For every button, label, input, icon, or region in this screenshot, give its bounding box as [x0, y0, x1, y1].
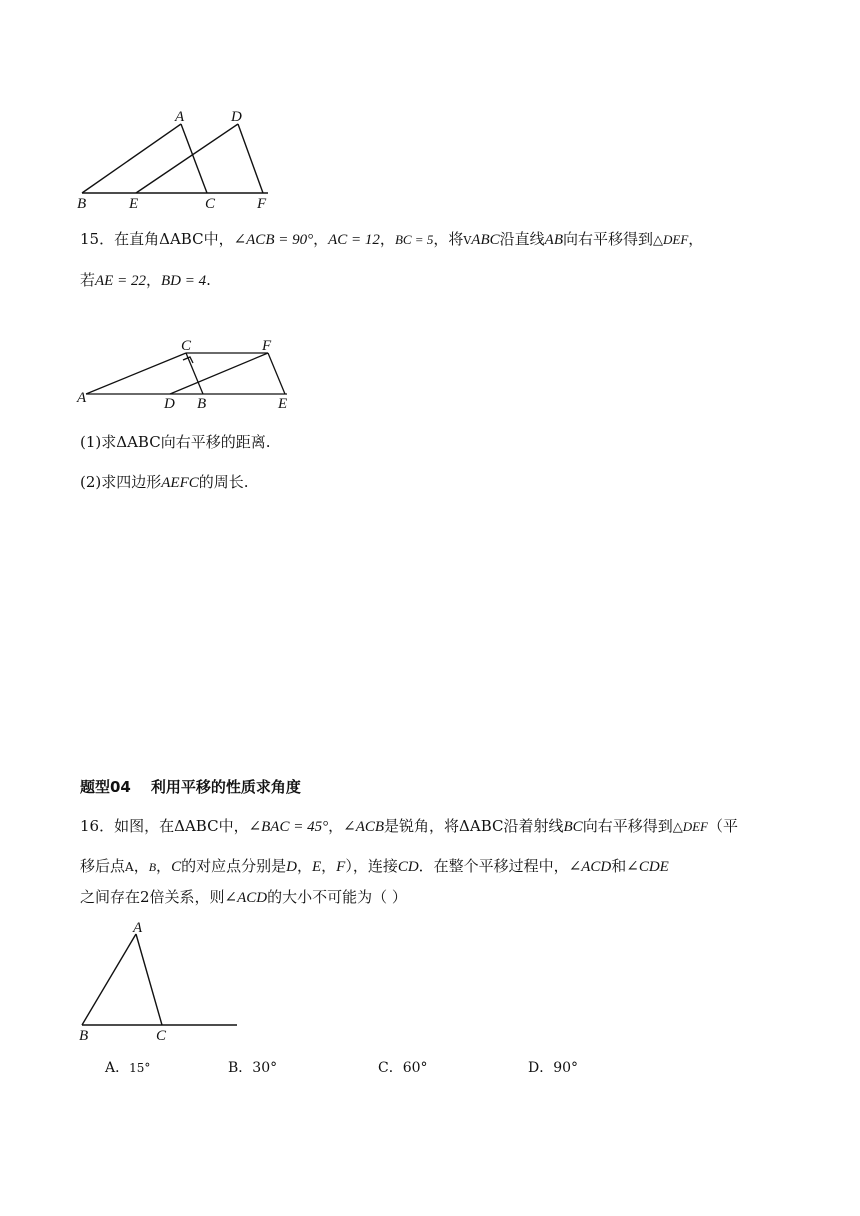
q15-number: 15．: [80, 230, 115, 248]
q16-angle-cde: ∠CDE: [626, 859, 669, 875]
q16-number: 16．: [80, 817, 115, 835]
choice-letter: C．: [378, 1060, 403, 1076]
q15-sub2-text: 的周长.: [198, 473, 249, 491]
q16-def: △DEF: [672, 819, 708, 834]
q15-sep: ，: [313, 230, 329, 248]
q16-sep: ，: [328, 817, 344, 835]
q16-sep: ，: [133, 857, 149, 875]
q15-abc: ABC: [471, 232, 500, 248]
q16-point-e: E: [311, 859, 322, 875]
q15-ac: AC = 12: [328, 232, 380, 248]
q16-text: 如图，在: [114, 817, 175, 835]
q16-point-f: F: [336, 859, 346, 875]
q15-text: 中，: [203, 230, 234, 248]
q16-cd: CD: [397, 859, 419, 875]
q15-end: .: [206, 271, 211, 289]
q15-ab: AB: [544, 232, 563, 248]
q15-text: 若: [80, 271, 96, 289]
q16-triangle: ΔABC: [459, 817, 504, 835]
label-c: C: [156, 1028, 167, 1044]
segment-cb: [186, 353, 203, 394]
q15-sep: ，: [688, 230, 704, 248]
q15-sub2-text: (2)求四边形: [80, 473, 162, 491]
q15-triangle-abc: ΔABC: [159, 230, 204, 248]
label-e: E: [278, 396, 288, 412]
segment-fe: [268, 353, 285, 394]
choice-value: 30°: [252, 1060, 278, 1076]
choice-c[interactable]: [378, 1058, 428, 1078]
q16-text: （平: [707, 817, 738, 835]
label-c: C: [181, 338, 192, 354]
q15-text: ，将: [433, 230, 464, 248]
choice-value: 90°: [553, 1060, 579, 1076]
section-label: 题型04: [80, 778, 131, 796]
choice-b[interactable]: [228, 1058, 277, 1078]
segment-ba: [82, 124, 181, 193]
q15-sub2-quad: AEFC: [161, 475, 199, 491]
segment-ba: [82, 934, 136, 1025]
q16-line3: [80, 887, 407, 908]
q16-point-c: C: [171, 859, 182, 875]
q15-sep: ，: [379, 230, 395, 248]
q16-line1: [80, 816, 738, 837]
label-c: C: [205, 196, 216, 212]
segment-ac: [86, 353, 186, 394]
q15-v-symbol: V: [463, 234, 472, 247]
choice-letter: A．: [105, 1060, 130, 1076]
q16-text: 之间存在2倍关系，则: [80, 888, 225, 906]
q16-bc: BC: [563, 819, 583, 835]
choice-letter: B．: [228, 1060, 253, 1076]
label-f: F: [262, 338, 272, 354]
q15-line1: [80, 229, 703, 251]
q15-bc: BC = 5: [394, 232, 434, 247]
q15-sub1-triangle: ΔABC: [116, 433, 161, 451]
q16-sep: ，: [156, 857, 172, 875]
q16-sep: ，: [321, 857, 337, 875]
choice-d[interactable]: [528, 1058, 578, 1078]
label-d: D: [164, 396, 175, 412]
q15-bd: BD = 4: [160, 273, 207, 289]
q15-sub1-text: (1)求: [80, 433, 117, 451]
section-title: 利用平移的性质求角度: [150, 778, 301, 796]
q15-line2: [80, 270, 211, 291]
segment-ac: [136, 934, 162, 1025]
q15-def: △DEF: [653, 232, 689, 247]
q16-point-a: A: [125, 860, 134, 874]
q16-sep: ，: [296, 857, 312, 875]
label-d: D: [231, 109, 242, 125]
q15-sub2: [80, 472, 249, 493]
figure-q15: [72, 334, 302, 414]
q16-angle-acd: ∠ACD: [224, 890, 268, 906]
q16-text: 和: [611, 857, 627, 875]
q15-sub1: [80, 432, 270, 452]
label-f: F: [257, 196, 267, 212]
figure-q16: [72, 918, 244, 1044]
choice-value: 15°: [129, 1061, 151, 1075]
segment-df: [238, 124, 263, 193]
q16-text: 的对应点分别是: [181, 857, 287, 875]
choice-value: 60°: [402, 1060, 428, 1076]
q16-text: 沿着射线: [503, 817, 564, 835]
q16-text: ），连接: [345, 857, 398, 875]
q16-point-b: B: [148, 860, 157, 874]
q15-text: 向右平移得到: [562, 230, 653, 248]
q15-angle-acb: ∠ACB = 90°: [233, 232, 314, 248]
q16-text: 移后点: [80, 857, 126, 875]
right-angle-mark: [183, 357, 193, 363]
label-a: A: [175, 109, 185, 125]
q15-text: 在直角: [114, 230, 160, 248]
q16-angle-acd: ∠ACD: [568, 859, 612, 875]
q16-text: 的大小不可能为（ ）: [267, 888, 407, 906]
q15-ae: AE = 22: [95, 273, 146, 289]
q16-text: 是锐角，将: [384, 817, 460, 835]
q15-sep: ，: [145, 271, 161, 289]
q16-triangle: ΔABC: [174, 817, 219, 835]
q15-sub1-text: 向右平移的距离.: [160, 433, 271, 451]
q16-text: 中，: [218, 817, 249, 835]
choice-letter: D．: [528, 1060, 554, 1076]
label-a: A: [133, 920, 143, 936]
q16-angle-bac: ∠BAC = 45°: [248, 819, 329, 835]
label-b: B: [197, 396, 207, 412]
section-heading: [80, 776, 301, 797]
q16-text: 向右平移得到: [582, 817, 673, 835]
figure-translation-abc-def: [70, 104, 280, 212]
segment-ac: [181, 124, 207, 193]
q16-point-d: D: [286, 859, 297, 875]
label-b: B: [79, 1028, 89, 1044]
segment-ed: [136, 124, 238, 193]
choice-a[interactable]: [105, 1058, 150, 1078]
q15-text: 沿直线: [499, 230, 545, 248]
q16-text: ．在整个平移过程中，: [418, 857, 569, 875]
label-b: B: [77, 196, 87, 212]
label-a: A: [77, 390, 87, 406]
q16-angle-acb: ∠ACB: [343, 819, 385, 835]
label-e: E: [129, 196, 139, 212]
q16-line2: [80, 856, 669, 877]
